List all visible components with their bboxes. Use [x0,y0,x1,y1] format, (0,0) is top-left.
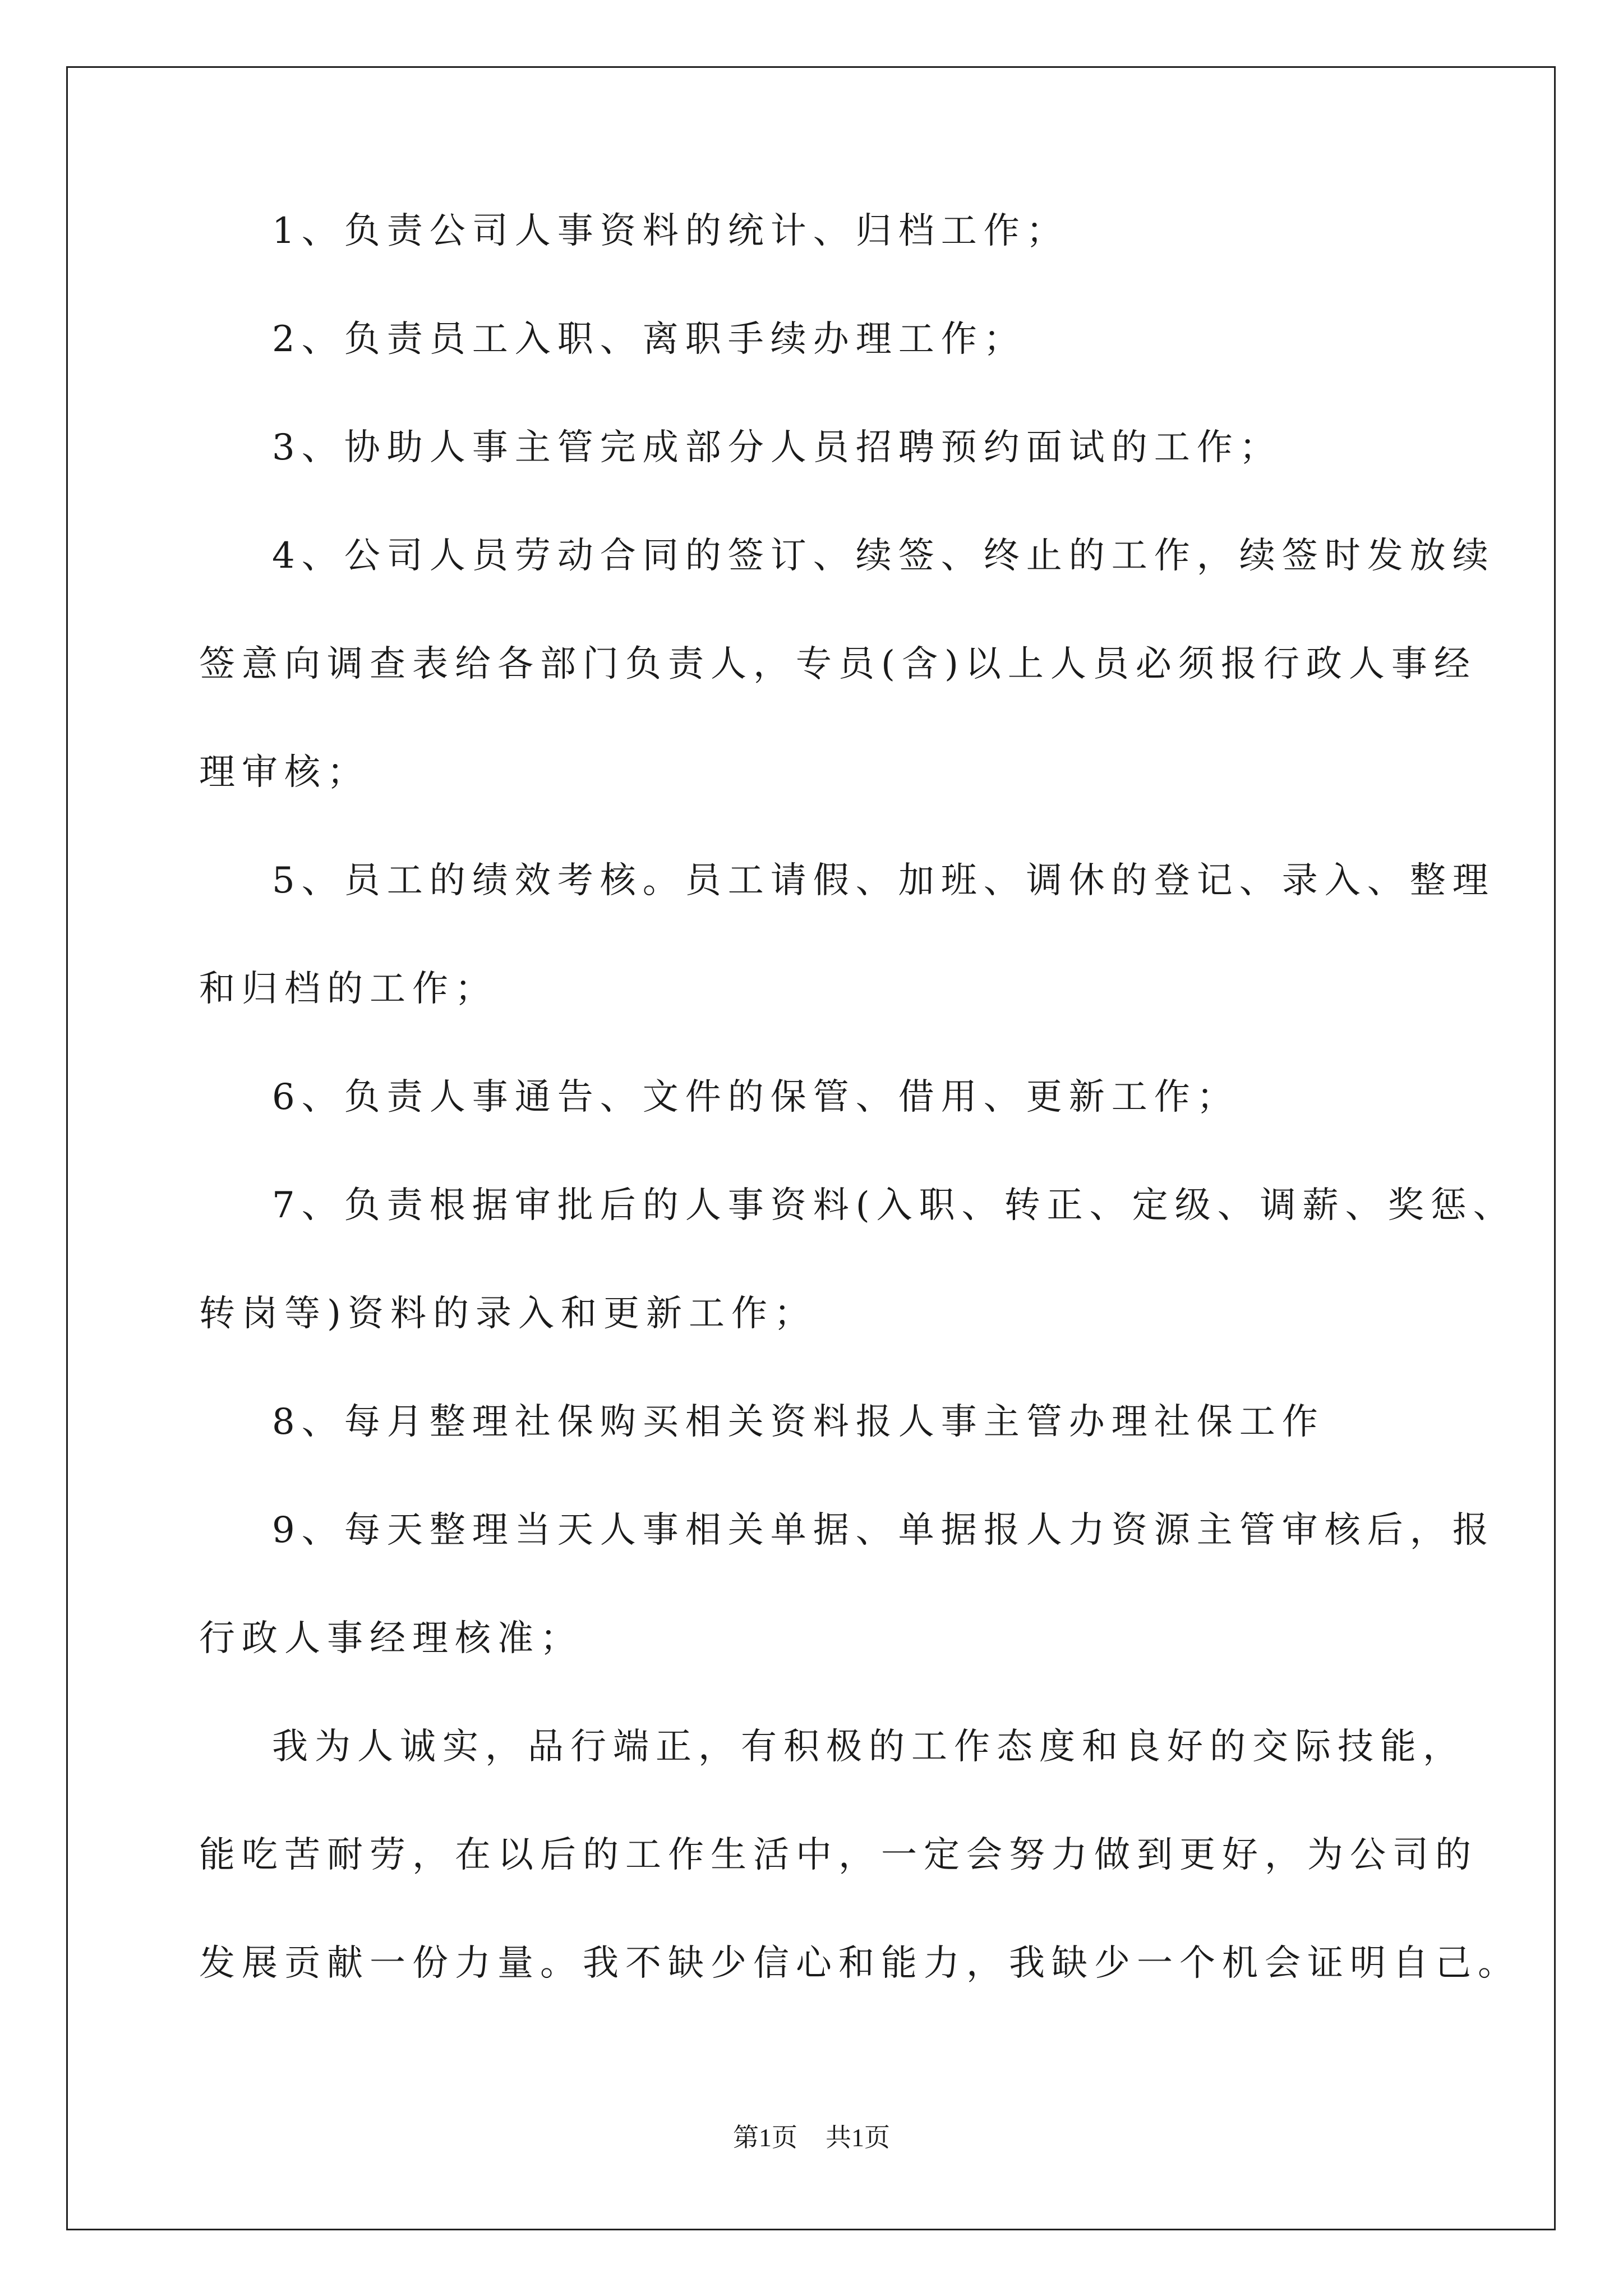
document-body [199,210,1520,2054]
text-line: 转岗等)资料的录入和更新工作； [199,1293,817,1335]
text-line: 5、员工的绩效考核。员工请假、加班、调休的登记、录入、整理 [272,860,1495,901]
text-line: 行政人事经理核准； [199,1618,583,1659]
text-line: 3、协助人事主管完成部分人员招聘预约面试的工作； [272,427,1282,468]
text-line: 4、公司人员劳动合同的签订、续签、终止的工作，续签时发放续 [272,535,1495,577]
text-line: 7、负责根据审批后的人事资料(入职、转正、定级、调薪、奖惩、 [272,1185,1516,1226]
text-line: 1、负责公司人事资料的统计、归档工作； [272,210,1069,252]
page-footer [0,2125,1623,2151]
text-line: 能吃苦耐劳，在以后的工作生活中，一定会努力做到更好，为公司的 [199,1834,1478,1876]
text-line: 发展贡献一份力量。我不缺少信心和能力，我缺少一个机会证明自己。 [199,1943,1520,1984]
text-line: 理审核； [199,752,370,793]
text-line: 9、每天整理当天人事相关单据、单据报人力资源主管审核后，报 [272,1510,1495,1551]
text-line: 我为人诚实，品行端正，有积极的工作态度和良好的交际技能， [272,1726,1465,1768]
text-line: 6、负责人事通告、文件的保管、借用、更新工作； [272,1076,1239,1118]
text-line: 8、每月整理社保购买相关资料报人事主管办理社保工作 [272,1401,1325,1443]
page-number: 第1页 [733,2123,797,2152]
text-line: 签意向调查表给各部门负责人，专员(含)以上人员必须报行政人事经 [199,643,1477,685]
page-total: 共1页 [826,2123,890,2152]
text-line: 2、负责员工入职、离职手续办理工作； [272,319,1026,360]
text-line: 和归档的工作； [199,968,497,1010]
